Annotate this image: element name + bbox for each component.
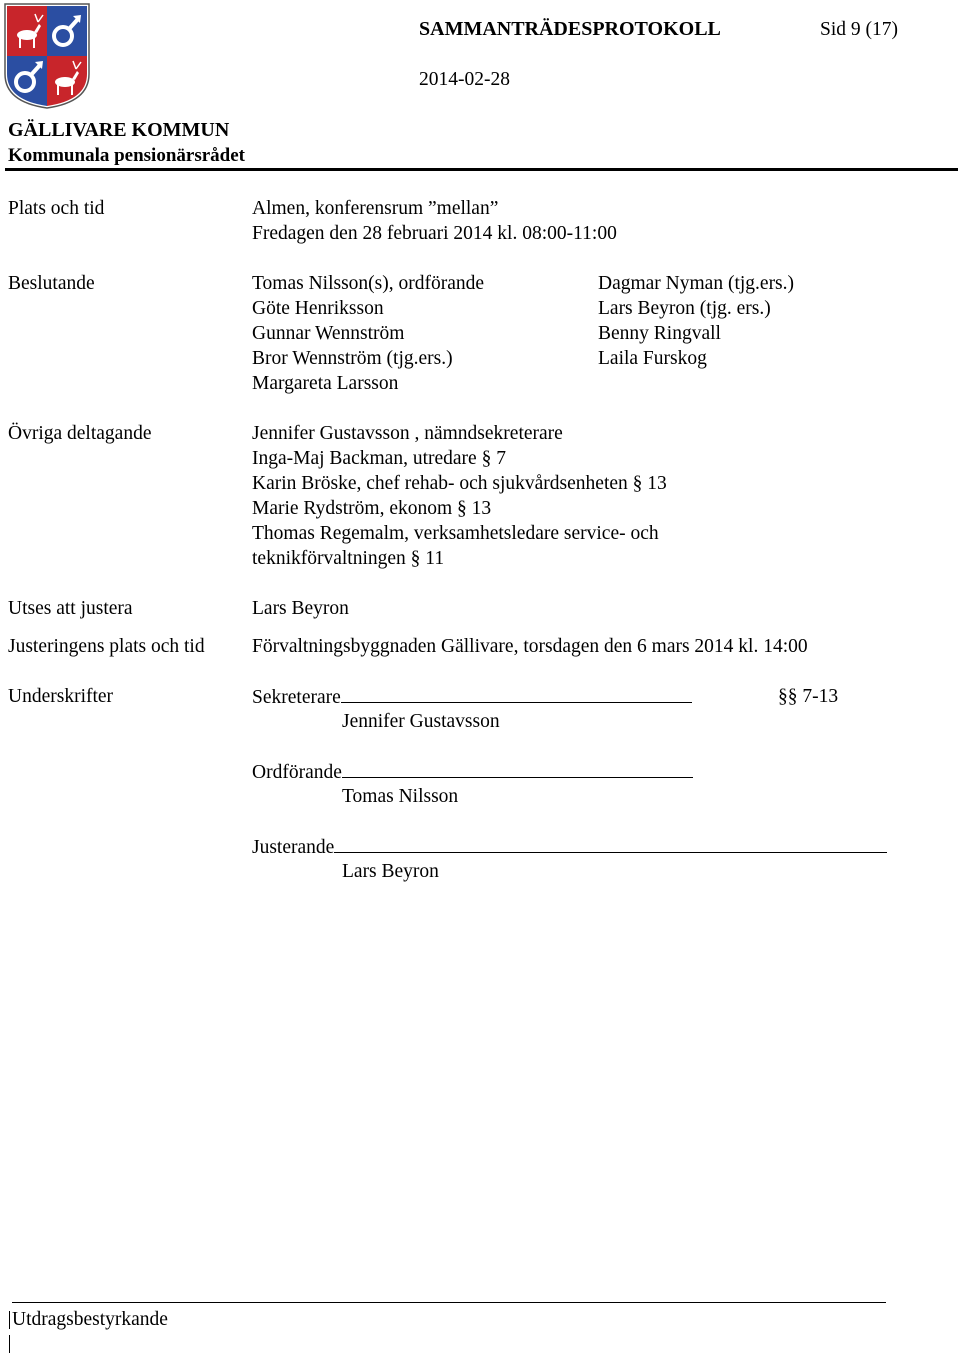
secretary-name: Jennifer Gustavsson xyxy=(342,711,500,732)
other-participant: teknikförvaltningen § 11 xyxy=(252,548,445,569)
time-line: Fredagen den 28 februari 2014 kl. 08:00-11:00 xyxy=(252,223,617,244)
decision-makers-label: Beslutande xyxy=(8,273,95,294)
adjuster-name: Lars Beyron xyxy=(252,598,349,619)
decision-maker: Bror Wennström (tjg.ers.) xyxy=(252,348,453,369)
decision-maker: Benny Ringvall xyxy=(598,323,721,344)
chair-name: Tomas Nilsson xyxy=(342,786,459,807)
decision-maker: Laila Furskog xyxy=(598,348,707,369)
chair-signature-row xyxy=(252,759,693,785)
committee-name: Kommunala pensionärsrådet xyxy=(8,145,245,166)
adjuster-signature-line xyxy=(334,834,887,853)
adjuster-signature-name: Lars Beyron xyxy=(342,861,439,882)
secretary-paragraphs: §§ 7-13 xyxy=(778,686,839,707)
chair-role: Ordförande xyxy=(252,762,342,783)
adjust-place-label: Justeringens plats och tid xyxy=(8,636,205,657)
page-number: Sid 9 (17) xyxy=(820,19,898,40)
other-participant: Jennifer Gustavsson , nämndsekreterare xyxy=(252,423,563,444)
decision-maker: Tomas Nilsson(s), ordförande xyxy=(252,273,485,294)
other-participant: Inga-Maj Backman, utredare § 7 xyxy=(252,448,506,469)
meeting-date: 2014-02-28 xyxy=(419,69,510,90)
decision-maker: Margareta Larsson xyxy=(252,373,399,394)
secretary-role: Sekreterare xyxy=(252,687,341,708)
decision-maker: Gunnar Wennström xyxy=(252,323,405,344)
adjuster-role: Justerande xyxy=(252,837,335,858)
place-line: Almen, konferensrum ”mellan” xyxy=(252,198,499,219)
footer-divider xyxy=(12,1302,886,1303)
footer-label: Utdragsbestyrkande xyxy=(12,1309,168,1330)
footer-box-edge xyxy=(9,1335,10,1353)
decision-maker: Dagmar Nyman (tjg.ers.) xyxy=(598,273,795,294)
decision-maker: Göte Henriksson xyxy=(252,298,384,319)
secretary-signature-line xyxy=(341,684,692,703)
footer-box-edge xyxy=(9,1311,10,1329)
adjust-place-value: Förvaltningsbyggnaden Gällivare, torsdagen den 6 mars 2014 kl. 14:00 xyxy=(252,636,808,657)
header-divider xyxy=(5,168,958,171)
decision-maker: Lars Beyron (tjg. ers.) xyxy=(598,298,771,319)
other-participants-label: Övriga deltagande xyxy=(8,423,152,444)
adjuster-label: Utses att justera xyxy=(8,598,133,619)
adjuster-signature-row xyxy=(252,834,887,860)
signatures-label: Underskrifter xyxy=(8,686,114,707)
organization-name: GÄLLIVARE KOMMUN xyxy=(8,119,230,141)
place-time-label: Plats och tid xyxy=(8,198,105,219)
other-participant: Thomas Regemalm, verksamhetsledare service- och xyxy=(252,523,659,544)
other-participant: Marie Rydström, ekonom § 13 xyxy=(252,498,492,519)
municipality-crest-logo xyxy=(3,2,91,110)
chair-signature-line xyxy=(342,759,693,778)
document-title: SAMMANTRÄDESPROTOKOLL xyxy=(419,18,721,40)
secretary-signature-row xyxy=(252,684,692,710)
other-participant: Karin Bröske, chef rehab- och sjukvårdsenheten § 13 xyxy=(252,473,667,494)
